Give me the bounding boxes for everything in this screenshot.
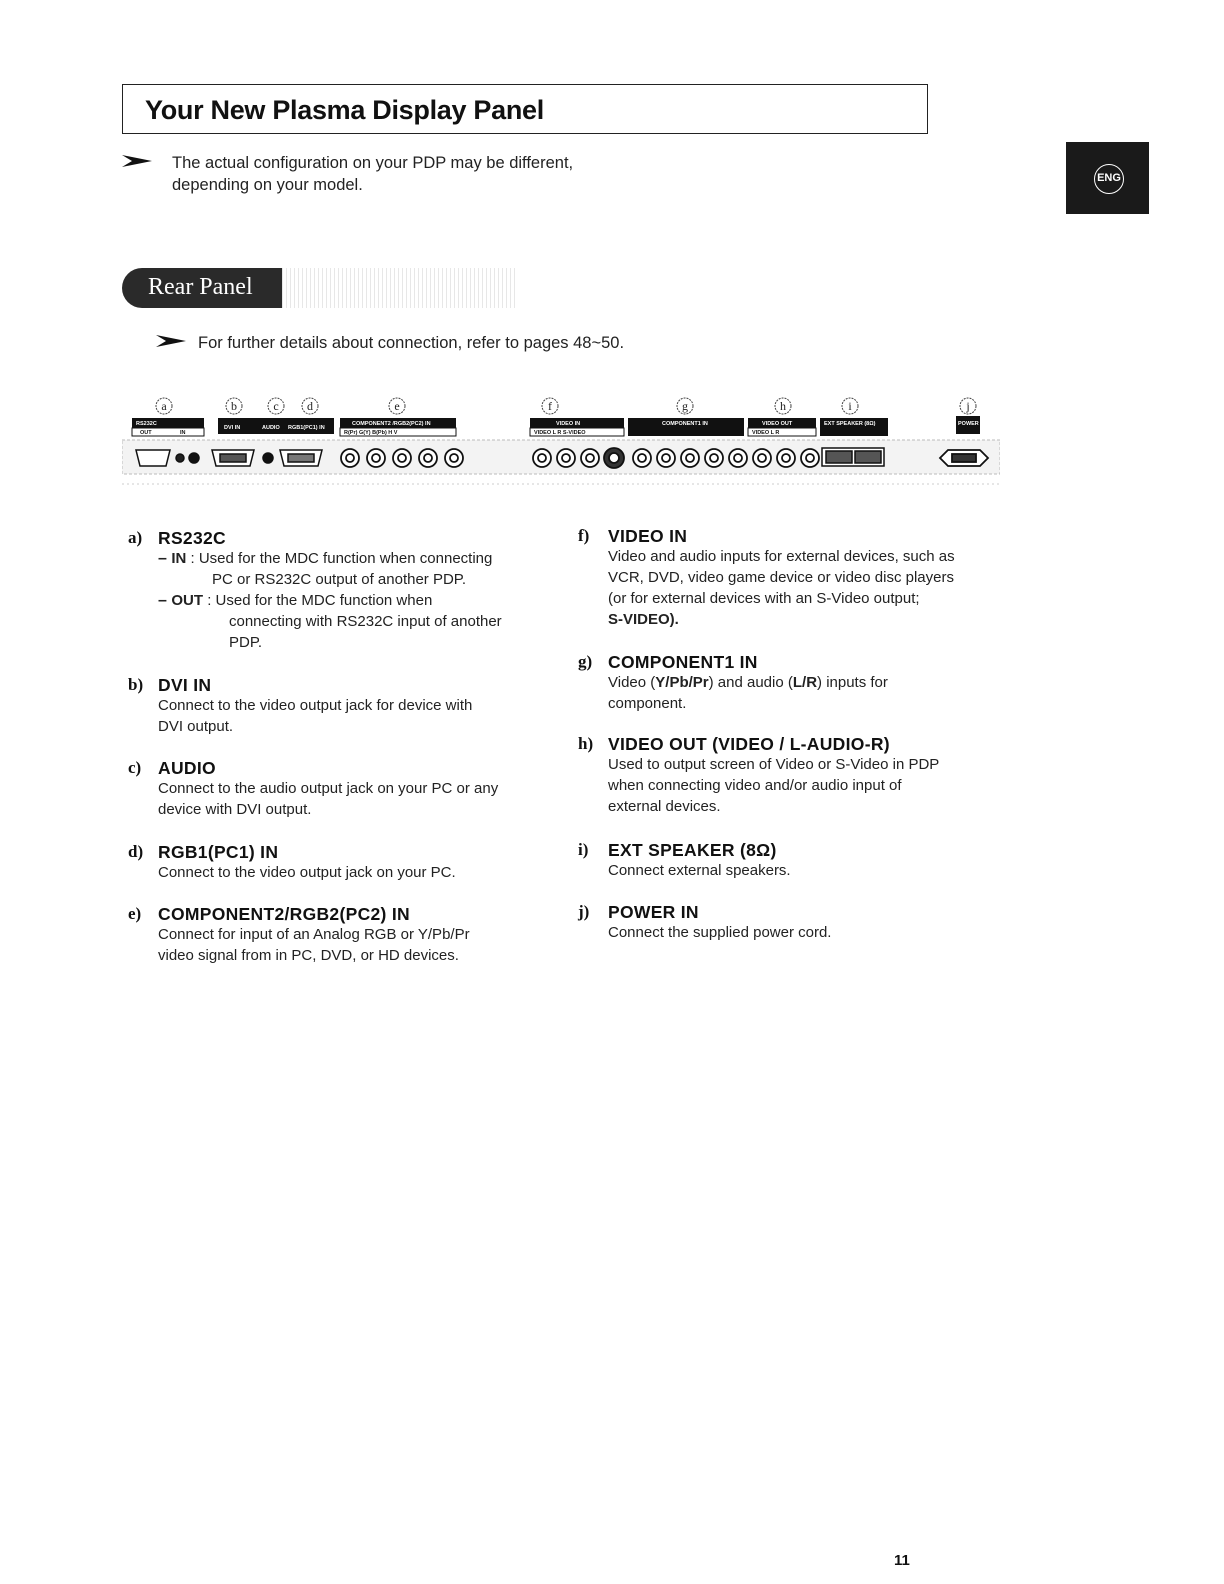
jack (341, 449, 359, 467)
rs232c-out-line3: PDP. (229, 634, 263, 651)
item-title: COMPONENT1 IN (608, 652, 758, 672)
jack (633, 449, 651, 467)
callout-b (226, 398, 242, 414)
svg-text:R(Pr) G(Y) B(Pb) H V: R(Pr) G(Y) B(Pb) H V (344, 430, 398, 436)
svg-text:b: b (231, 399, 237, 413)
config-note-line1: The actual configuration on your PDP may be different, (172, 154, 574, 172)
item-line: (or for external devices with an S-Video output; (608, 590, 920, 607)
section-header-fade (282, 268, 518, 308)
svg-text:e: e (394, 399, 400, 413)
item-line: Connect external speakers. (608, 862, 791, 879)
audio-jack (189, 453, 199, 463)
page-number: 11 (894, 1552, 910, 1569)
language-tab-label: ENG (1094, 164, 1124, 194)
item-letter: d) (128, 842, 144, 861)
callout-e (389, 398, 405, 414)
item-line: external devices. (608, 798, 721, 815)
jack (777, 449, 795, 467)
section-header (122, 268, 282, 308)
item-j (578, 902, 1018, 948)
arrow-icon (156, 334, 188, 348)
svg-text:a: a (161, 399, 167, 413)
item-line: Connect for input of an Analog RGB or Y/Pb/Pr (158, 926, 470, 943)
label-video-out (748, 418, 816, 436)
svg-text:POWER IN: POWER IN (958, 421, 986, 427)
jack (657, 449, 675, 467)
config-note-line2: depending on your model. (172, 176, 363, 194)
svg-text:VIDEO L R: VIDEO L R (752, 430, 780, 436)
arrow-icon (122, 154, 154, 168)
jack (367, 449, 385, 467)
item-line: VCR, DVD, video game device or video disc players (608, 569, 954, 586)
svg-text:VIDEO IN: VIDEO IN (556, 421, 581, 427)
language-tab (1066, 142, 1149, 214)
title-box (122, 84, 928, 134)
label-dvi-audio-rgb1 (218, 418, 334, 434)
svg-text:c: c (273, 399, 279, 413)
item-letter: b) (128, 675, 144, 694)
svg-text:COMPONENT1 IN: COMPONENT1 IN (662, 421, 708, 427)
item-line: video signal from in PC, DVD, or HD devices. (158, 947, 459, 964)
jack (393, 449, 411, 467)
page-title: Your New Plasma Display Panel (145, 95, 544, 125)
svg-text:EXT SPEAKER (8Ω): EXT SPEAKER (8Ω) (824, 421, 876, 427)
callout-d (302, 398, 318, 414)
item-letter: c) (128, 758, 142, 777)
item-title: EXT SPEAKER (8Ω) (608, 840, 777, 860)
jack (753, 449, 771, 467)
svg-text:j: j (966, 399, 970, 413)
item-i (578, 840, 1018, 886)
svg-text:g: g (682, 399, 688, 413)
svg-text:DVI IN: DVI IN (224, 425, 241, 431)
rs232c-in-line2: PC or RS232C output of another PDP. (212, 571, 467, 588)
video-out-jacks (753, 449, 819, 467)
s-video-jack (604, 448, 624, 468)
rgb1-port (280, 450, 322, 466)
svg-text:i: i (848, 399, 852, 413)
svg-text:VIDEO L R S-VIDEO: VIDEO L R S-VIDEO (534, 430, 586, 436)
jack (729, 449, 747, 467)
config-note (122, 152, 622, 198)
jack (581, 449, 599, 467)
label-power (956, 416, 986, 434)
jack (557, 449, 575, 467)
callout-h (775, 398, 791, 414)
item-line: Connect to the video output jack for device with (158, 697, 473, 714)
item-d (128, 842, 568, 888)
item-title: VIDEO IN (608, 526, 688, 546)
item-line: Connect to the audio output jack on your PC or any (158, 780, 499, 797)
item-line: Video and audio inputs for external devices, such as (608, 548, 955, 565)
jack (705, 449, 723, 467)
item-line: Video (Y/Pb/Pr) and audio (L/R) inputs for (608, 674, 888, 691)
callout-f (542, 398, 558, 414)
item-line: Connect to the video output jack on your PC. (158, 864, 456, 881)
item-line: when connecting video and/or audio input of (608, 777, 902, 794)
item-c (128, 758, 568, 828)
rs232c-in-desc: – IN : Used for the MDC function when connecting (158, 550, 493, 567)
item-title: POWER IN (608, 902, 699, 922)
dvi-port (212, 450, 254, 466)
jack (681, 449, 699, 467)
svg-text:RGB1(PC1) IN: RGB1(PC1) IN (288, 425, 325, 431)
jack (801, 449, 819, 467)
callout-g (677, 398, 693, 414)
svg-text:OUT: OUT (140, 430, 152, 436)
svg-text:COMPONENT2 /RGB2(PC2) IN: COMPONENT2 /RGB2(PC2) IN (352, 421, 431, 427)
rs232c-in-line1: : Used for the MDC function when connecting (190, 550, 493, 567)
jack (419, 449, 437, 467)
details-note-text: For further details about connection, refer to pages 48~50. (198, 334, 625, 352)
item-title: AUDIO (158, 758, 216, 778)
label-ext-speaker (820, 418, 888, 436)
item-letter: j) (578, 902, 590, 921)
item-title: COMPONENT2/RGB2(PC2) IN (158, 904, 410, 924)
svg-text:RS232C: RS232C (136, 421, 157, 427)
label-rs232c (132, 418, 204, 436)
item-letter: h) (578, 734, 594, 753)
rs232c-out-line2: connecting with RS232C input of another (229, 613, 502, 630)
details-note (156, 332, 676, 354)
svg-text:VIDEO OUT: VIDEO OUT (762, 421, 793, 427)
svg-text:IN: IN (180, 430, 186, 436)
item-g (578, 652, 1018, 722)
item-title: DVI IN (158, 675, 212, 695)
callout-a (156, 398, 172, 414)
rs232c-out-label: OUT (171, 592, 204, 609)
item-b (128, 675, 568, 745)
item-line: component. (608, 695, 687, 712)
callout-i (842, 398, 858, 414)
label-component2 (340, 418, 456, 436)
item-letter: a) (128, 528, 143, 547)
rs232c-out-desc: – OUT : Used for the MDC function when (158, 592, 433, 609)
item-line: device with DVI output. (158, 801, 312, 818)
item-h (578, 734, 1018, 824)
rs232c-in-label: IN (171, 550, 187, 567)
jack (445, 449, 463, 467)
section-title: Rear Panel (148, 274, 253, 300)
label-component1 (628, 418, 744, 436)
rear-panel-diagram (122, 392, 1000, 490)
item-title: VIDEO OUT (VIDEO / L-AUDIO-R) (608, 734, 890, 754)
item-e (128, 904, 568, 974)
callout-c (268, 398, 284, 414)
rs232c-out-line1: : Used for the MDC function when (207, 592, 433, 609)
callout-j (960, 398, 976, 414)
item-letter: e) (128, 904, 142, 923)
svg-text:AUDIO: AUDIO (262, 425, 280, 431)
item-letter: g) (578, 652, 593, 671)
ext-speaker-terminals (822, 448, 884, 466)
item-line: Connect the supplied power cord. (608, 924, 832, 941)
label-video-in (530, 418, 624, 436)
power-socket (940, 450, 988, 466)
item-letter: f) (578, 526, 590, 545)
svg-text:f: f (548, 399, 552, 413)
audio-pc-jack (263, 453, 273, 463)
item-line: Used to output screen of Video or S-Video in PDP (608, 756, 940, 773)
item-f (578, 526, 1018, 636)
item-title: RGB1(PC1) IN (158, 842, 279, 862)
item-line: S-VIDEO). (608, 611, 679, 628)
item-letter: i) (578, 840, 589, 859)
svg-text:d: d (307, 399, 313, 413)
item-line: DVI output. (158, 718, 234, 735)
item-title: RS232C (158, 528, 226, 548)
jack (533, 449, 551, 467)
svg-text:h: h (780, 399, 786, 413)
